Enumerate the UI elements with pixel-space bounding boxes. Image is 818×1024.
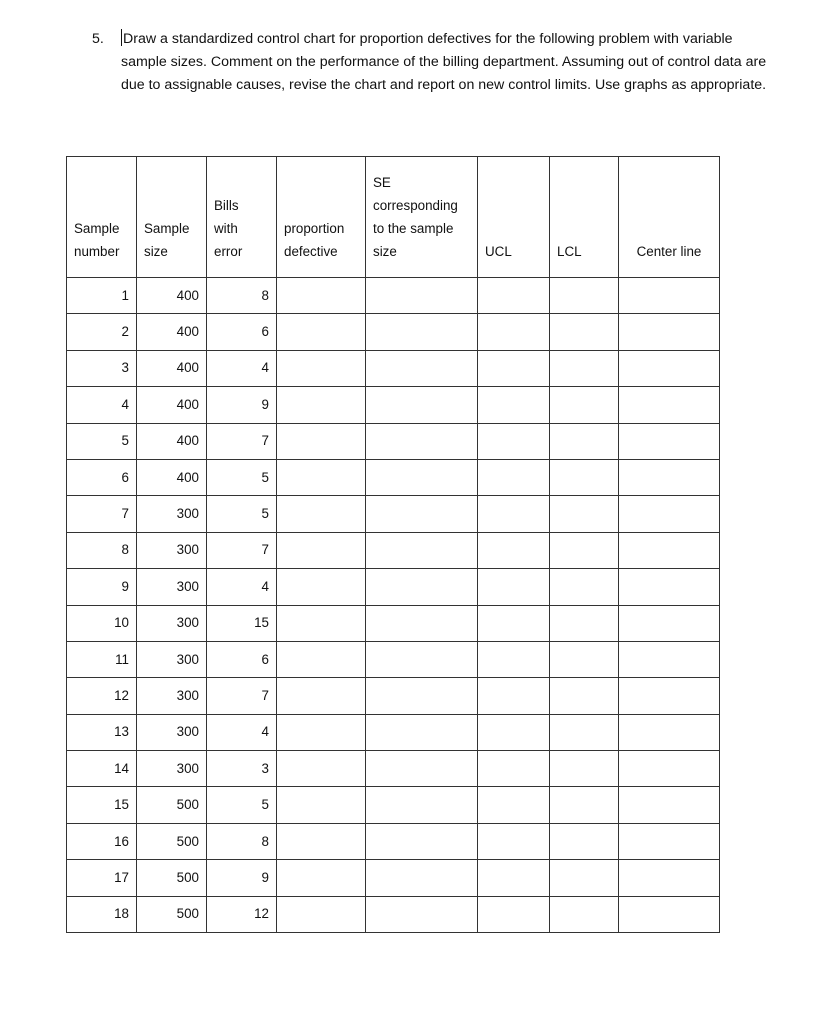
- cell-ucl[interactable]: [478, 787, 550, 823]
- cell-sample-size: 300: [137, 751, 207, 787]
- cell-bills-with-error: 4: [207, 569, 277, 605]
- cell-se[interactable]: [366, 751, 478, 787]
- table-row: [67, 350, 720, 386]
- cell-sample-number: 2: [67, 314, 137, 350]
- cell-proportion-defective[interactable]: [277, 896, 366, 932]
- cell-sample-size: 300: [137, 532, 207, 568]
- cell-ucl[interactable]: [478, 860, 550, 896]
- cell-sample-number: 18: [67, 896, 137, 932]
- cell-se[interactable]: [366, 860, 478, 896]
- cell-lcl[interactable]: [550, 678, 619, 714]
- cell-proportion-defective[interactable]: [277, 423, 366, 459]
- cell-se[interactable]: [366, 605, 478, 641]
- cell-sample-size: 300: [137, 605, 207, 641]
- cell-center-line[interactable]: [619, 314, 720, 350]
- text-cursor: [121, 29, 122, 46]
- cell-sample-size: 300: [137, 678, 207, 714]
- cell-lcl[interactable]: [550, 532, 619, 568]
- cell-proportion-defective[interactable]: [277, 860, 366, 896]
- cell-sample-size: 500: [137, 823, 207, 859]
- cell-ucl[interactable]: [478, 896, 550, 932]
- cell-se[interactable]: [366, 714, 478, 750]
- cell-proportion-defective[interactable]: [277, 532, 366, 568]
- cell-se[interactable]: [366, 787, 478, 823]
- cell-lcl[interactable]: [550, 714, 619, 750]
- table-row: [67, 896, 720, 932]
- cell-center-line[interactable]: [619, 459, 720, 495]
- header-sample-number: Sample number: [67, 157, 137, 278]
- table-row: [67, 860, 720, 896]
- cell-proportion-defective[interactable]: [277, 350, 366, 386]
- cell-proportion-defective[interactable]: [277, 751, 366, 787]
- table-row: [67, 751, 720, 787]
- cell-lcl[interactable]: [550, 569, 619, 605]
- table-row: [67, 532, 720, 568]
- cell-sample-number: 8: [67, 532, 137, 568]
- cell-sample-size: 400: [137, 350, 207, 386]
- cell-bills-with-error: 4: [207, 714, 277, 750]
- cell-ucl[interactable]: [478, 641, 550, 677]
- cell-proportion-defective[interactable]: [277, 714, 366, 750]
- cell-proportion-defective[interactable]: [277, 459, 366, 495]
- table-row: [67, 787, 720, 823]
- cell-sample-number: 16: [67, 823, 137, 859]
- cell-proportion-defective[interactable]: [277, 569, 366, 605]
- cell-bills-with-error: 5: [207, 459, 277, 495]
- question-block: [92, 28, 772, 97]
- cell-center-line[interactable]: [619, 714, 720, 750]
- cell-se[interactable]: [366, 423, 478, 459]
- cell-sample-size: 400: [137, 423, 207, 459]
- cell-bills-with-error: 7: [207, 423, 277, 459]
- cell-se[interactable]: [366, 459, 478, 495]
- question-text-content: Draw a standardized control chart for proportion defectives for the following problem with variable sample sizes. Comment on the performance of the billing department. Assuming out of control data are due to assignable causes, revise the chart and report on new control limits. Use graphs as appropriate.: [121, 31, 767, 93]
- cell-ucl[interactable]: [478, 314, 550, 350]
- cell-lcl[interactable]: [550, 896, 619, 932]
- cell-proportion-defective[interactable]: [277, 787, 366, 823]
- table-row: [67, 278, 720, 314]
- cell-bills-with-error: 6: [207, 641, 277, 677]
- question-number: 5.: [92, 31, 104, 47]
- table-row: [67, 605, 720, 641]
- cell-se[interactable]: [366, 350, 478, 386]
- cell-ucl[interactable]: [478, 496, 550, 532]
- header-bills-with-error: Bills with error: [207, 157, 277, 278]
- cell-bills-with-error: 4: [207, 350, 277, 386]
- cell-center-line[interactable]: [619, 641, 720, 677]
- cell-lcl[interactable]: [550, 459, 619, 495]
- cell-lcl[interactable]: [550, 860, 619, 896]
- question-text: [121, 28, 772, 97]
- cell-sample-number: 17: [67, 860, 137, 896]
- cell-sample-size: 500: [137, 860, 207, 896]
- cell-center-line[interactable]: [619, 787, 720, 823]
- cell-se[interactable]: [366, 278, 478, 314]
- cell-sample-size: 500: [137, 896, 207, 932]
- table-row: [67, 387, 720, 423]
- cell-proportion-defective[interactable]: [277, 678, 366, 714]
- cell-lcl[interactable]: [550, 278, 619, 314]
- cell-lcl[interactable]: [550, 387, 619, 423]
- cell-se[interactable]: [366, 641, 478, 677]
- table-row: [67, 423, 720, 459]
- cell-ucl[interactable]: [478, 387, 550, 423]
- cell-sample-number: 1: [67, 278, 137, 314]
- cell-se[interactable]: [366, 532, 478, 568]
- cell-proportion-defective[interactable]: [277, 823, 366, 859]
- cell-sample-size: 300: [137, 496, 207, 532]
- table-row: [67, 569, 720, 605]
- table-row: [67, 496, 720, 532]
- cell-lcl[interactable]: [550, 787, 619, 823]
- cell-bills-with-error: 6: [207, 314, 277, 350]
- cell-center-line[interactable]: [619, 751, 720, 787]
- cell-proportion-defective[interactable]: [277, 496, 366, 532]
- cell-se[interactable]: [366, 387, 478, 423]
- cell-center-line[interactable]: [619, 823, 720, 859]
- cell-sample-number: 7: [67, 496, 137, 532]
- cell-sample-number: 5: [67, 423, 137, 459]
- cell-sample-size: 400: [137, 314, 207, 350]
- cell-ucl[interactable]: [478, 350, 550, 386]
- cell-sample-number: 6: [67, 459, 137, 495]
- cell-bills-with-error: 5: [207, 787, 277, 823]
- cell-ucl[interactable]: [478, 278, 550, 314]
- cell-center-line[interactable]: [619, 278, 720, 314]
- cell-ucl[interactable]: [478, 678, 550, 714]
- cell-sample-number: 10: [67, 605, 137, 641]
- cell-ucl[interactable]: [478, 823, 550, 859]
- cell-lcl[interactable]: [550, 423, 619, 459]
- table-row: [67, 714, 720, 750]
- cell-sample-number: 12: [67, 678, 137, 714]
- cell-center-line[interactable]: [619, 387, 720, 423]
- cell-proportion-defective[interactable]: [277, 641, 366, 677]
- cell-bills-with-error: 9: [207, 387, 277, 423]
- cell-center-line[interactable]: [619, 678, 720, 714]
- header-lcl: LCL: [550, 157, 619, 278]
- cell-proportion-defective[interactable]: [277, 314, 366, 350]
- cell-ucl[interactable]: [478, 714, 550, 750]
- cell-sample-size: 300: [137, 714, 207, 750]
- cell-sample-number: 13: [67, 714, 137, 750]
- cell-center-line[interactable]: [619, 860, 720, 896]
- table-body: [67, 278, 720, 933]
- header-ucl: UCL: [478, 157, 550, 278]
- cell-sample-size: 300: [137, 569, 207, 605]
- cell-bills-with-error: 3: [207, 751, 277, 787]
- cell-bills-with-error: 15: [207, 605, 277, 641]
- cell-lcl[interactable]: [550, 314, 619, 350]
- header-sample-size: Sample size: [137, 157, 207, 278]
- cell-center-line[interactable]: [619, 532, 720, 568]
- cell-se[interactable]: [366, 496, 478, 532]
- cell-ucl[interactable]: [478, 605, 550, 641]
- cell-lcl[interactable]: [550, 350, 619, 386]
- cell-lcl[interactable]: [550, 641, 619, 677]
- cell-sample-size: 400: [137, 459, 207, 495]
- cell-lcl[interactable]: [550, 496, 619, 532]
- cell-sample-size: 300: [137, 641, 207, 677]
- header-se: SE corresponding to the sample size: [366, 157, 478, 278]
- cell-center-line[interactable]: [619, 605, 720, 641]
- cell-bills-with-error: 8: [207, 278, 277, 314]
- cell-ucl[interactable]: [478, 459, 550, 495]
- table-row: [67, 678, 720, 714]
- cell-ucl[interactable]: [478, 751, 550, 787]
- cell-bills-with-error: 9: [207, 860, 277, 896]
- cell-sample-size: 500: [137, 787, 207, 823]
- cell-center-line[interactable]: [619, 350, 720, 386]
- cell-center-line[interactable]: [619, 496, 720, 532]
- cell-se[interactable]: [366, 896, 478, 932]
- cell-proportion-defective[interactable]: [277, 278, 366, 314]
- cell-sample-size: 400: [137, 278, 207, 314]
- cell-sample-number: 9: [67, 569, 137, 605]
- table-row: [67, 459, 720, 495]
- cell-proportion-defective[interactable]: [277, 605, 366, 641]
- cell-bills-with-error: 7: [207, 532, 277, 568]
- cell-center-line[interactable]: [619, 569, 720, 605]
- cell-bills-with-error: 7: [207, 678, 277, 714]
- header-proportion-defective: proportion defective: [277, 157, 366, 278]
- cell-se[interactable]: [366, 569, 478, 605]
- cell-center-line[interactable]: [619, 423, 720, 459]
- cell-ucl[interactable]: [478, 532, 550, 568]
- cell-se[interactable]: [366, 314, 478, 350]
- table-row: [67, 823, 720, 859]
- cell-sample-number: 3: [67, 350, 137, 386]
- cell-bills-with-error: 8: [207, 823, 277, 859]
- cell-sample-size: 400: [137, 387, 207, 423]
- cell-ucl[interactable]: [478, 423, 550, 459]
- table-header-row: [67, 157, 720, 278]
- cell-se[interactable]: [366, 823, 478, 859]
- cell-lcl[interactable]: [550, 751, 619, 787]
- table-row: [67, 314, 720, 350]
- defectives-table: [66, 156, 720, 933]
- cell-bills-with-error: 5: [207, 496, 277, 532]
- cell-lcl[interactable]: [550, 823, 619, 859]
- cell-se[interactable]: [366, 678, 478, 714]
- cell-sample-number: 11: [67, 641, 137, 677]
- cell-bills-with-error: 12: [207, 896, 277, 932]
- cell-lcl[interactable]: [550, 605, 619, 641]
- cell-sample-number: 15: [67, 787, 137, 823]
- cell-sample-number: 4: [67, 387, 137, 423]
- cell-sample-number: 14: [67, 751, 137, 787]
- cell-proportion-defective[interactable]: [277, 387, 366, 423]
- header-center-line: Center line: [619, 157, 720, 278]
- cell-ucl[interactable]: [478, 569, 550, 605]
- table-row: [67, 641, 720, 677]
- cell-center-line[interactable]: [619, 896, 720, 932]
